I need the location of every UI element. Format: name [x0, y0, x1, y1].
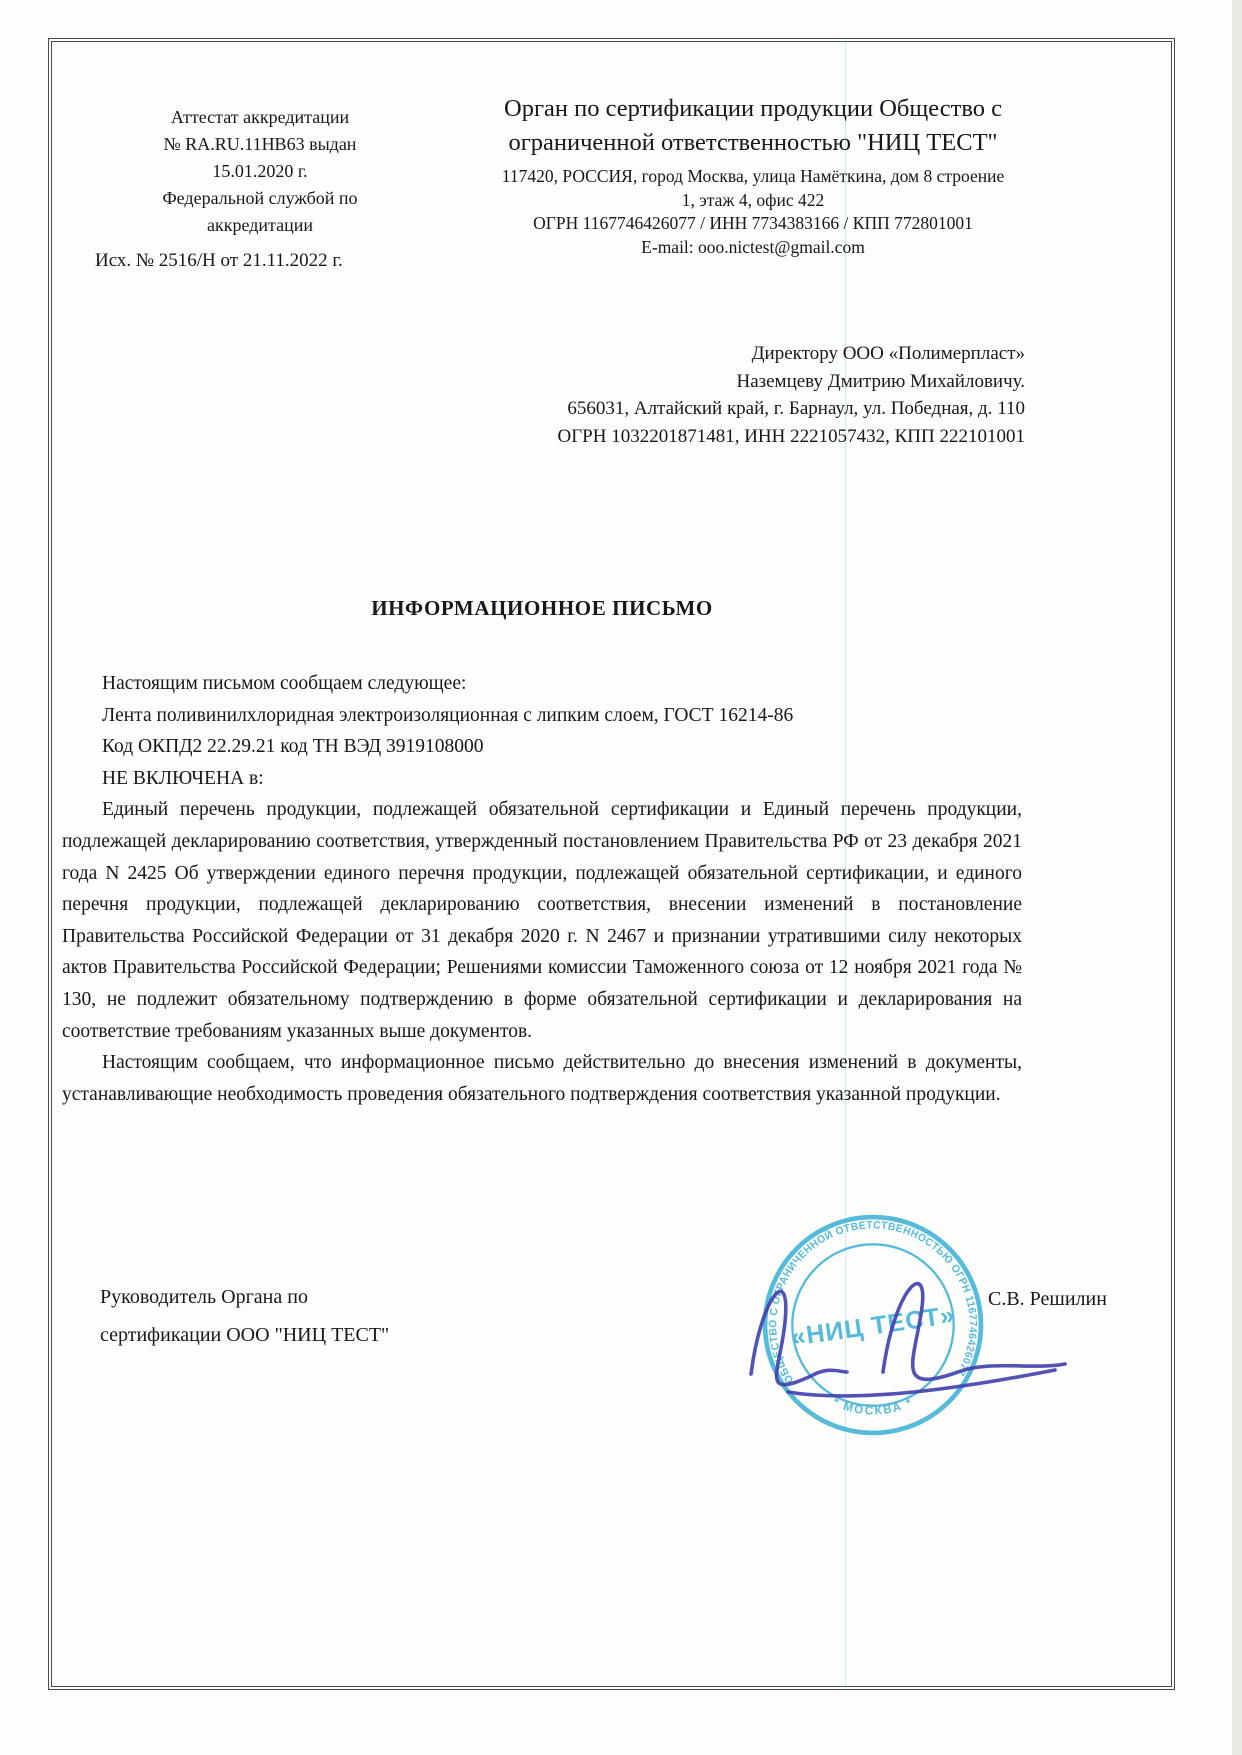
handwritten-signature	[733, 1252, 1078, 1407]
addressee-line: Наземцеву Дмитрию Михайловичу.	[736, 370, 1025, 392]
org-title-line: ограниченной ответственностью "НИЦ ТЕСТ"	[508, 129, 998, 156]
accreditation-line: аккредитации	[207, 215, 313, 235]
intro-line: Настоящим письмом сообщаем следующее:	[102, 673, 467, 694]
org-header	[438, 92, 1068, 259]
signer-name: С.В. Решилин	[988, 1288, 1107, 1310]
signer-role	[100, 1278, 520, 1354]
codes-line: Код ОКПД2 22.29.21 код ТН ВЭД 3919108000	[102, 736, 484, 758]
addressee-line: ОГРН 1032201871481, ИНН 2221057432, КПП 222101001	[557, 425, 1025, 447]
stamp-bottom-text: * МОСКВА *	[830, 1395, 916, 1418]
stamp-ring-text: ОБЩЕСТВО С ОГРАНИЧЕННОЙ ОТВЕТСТВЕННОСТЬЮ ОГРН 1167746426077	[767, 1219, 979, 1386]
closing-paragraph: Настоящим сообщаем, что информационное письмо действительно до внесения изменений в документы, устанавливающие необходимость проведения обязательного подтверждения соответствия указанной продукции.	[62, 1052, 1022, 1105]
letter-body	[62, 668, 1022, 1110]
not-included-line: НЕ ВКЛЮЧЕНА в:	[102, 767, 264, 789]
addressee-block	[400, 340, 1025, 450]
accreditation-line: Федеральной службой по	[162, 188, 358, 208]
org-title-line: Орган по сертификации продукции Общество с	[504, 95, 1002, 122]
outgoing-reference: Исх. № 2516/Н от 21.11.2022 г.	[95, 250, 343, 271]
accreditation-line: № RA.RU.11НВ63 выдан	[163, 134, 357, 154]
scan-edge-strip	[1232, 0, 1242, 1755]
org-address-line: 1, этаж 4, офис 422	[681, 189, 825, 210]
signer-role-line: Руководитель Органа по	[100, 1286, 308, 1308]
letter-title: ИНФОРМАЦИОННОЕ ПИСЬМО	[371, 596, 713, 620]
org-address-line: 117420, РОССИЯ, город Москва, улица Намёткина, дом 8 строение	[501, 166, 1005, 186]
org-email-line: E-mail: ooo.nictest@gmail.com	[641, 236, 865, 257]
signature-icon	[733, 1252, 1078, 1407]
org-registration-line: ОГРН 1167746426077 / ИНН 7734383166 / КПП 772801001	[533, 213, 973, 233]
main-paragraph: Единый перечень продукции, подлежащей обязательной сертификации и Единый перечень продукции, подлежащей декларированию соответствия, утвержденный постановлением Правительства РФ от 23 декабря 2021 года N 2425 Об утверждении единого перечня продукции, подлежащей обязательной сертификации, и единого перечня продукции, подлежащей декларированию соответствия, внесении изменений в постановление Правительства Российской Федерации от 31 декабря 2020 г. N 2467 и признании утратившими силу некоторых актов Правительства Российской Федерации; Решениями комиссии Таможенного союза от 12 ноября 2021 года № 130, не подлежит обязательному подтверждению в форме обязательной сертификации и декларирования на соответствие требованиям указанных выше документов.	[62, 799, 1022, 1042]
stamp-center-text: «НИЦ ТЕСТ»	[789, 1301, 957, 1352]
signer-role-line: сертификации ООО "НИЦ ТЕСТ"	[100, 1324, 390, 1346]
accreditation-block	[95, 104, 425, 239]
addressee-line: Директору ООО «Полимерпласт»	[751, 343, 1025, 364]
accreditation-line: 15.01.2020 г.	[212, 161, 308, 181]
accreditation-line: Аттестат аккредитации	[170, 107, 350, 127]
addressee-line: 656031, Алтайский край, г. Барнаул, ул. Победная, д. 110	[567, 398, 1025, 419]
product-line: Лента поливинилхлоридная электроизоляционная с липким слоем, ГОСТ 16214-86	[102, 704, 794, 726]
